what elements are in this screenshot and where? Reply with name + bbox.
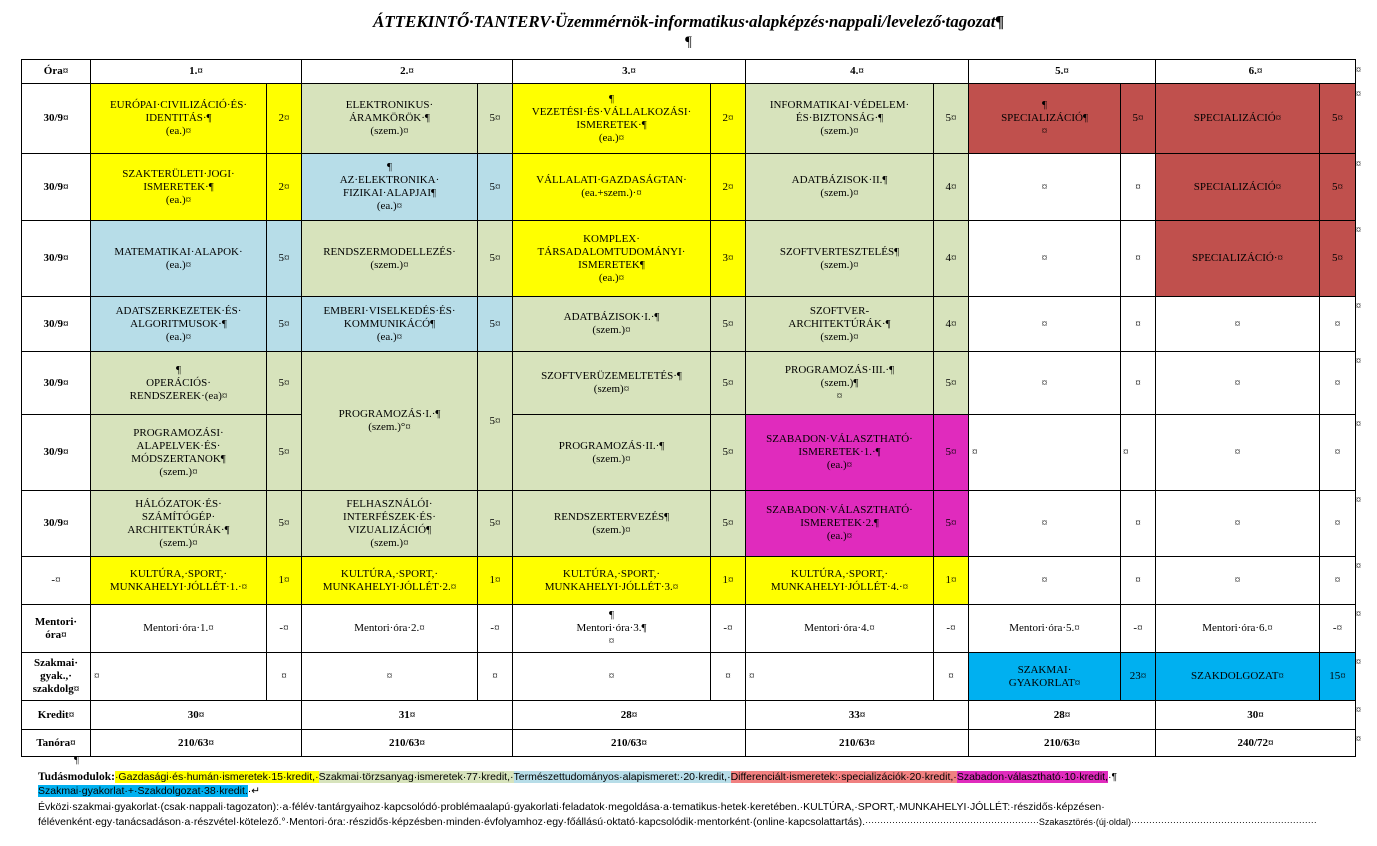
- course-credit: 5¤: [711, 297, 746, 352]
- table-row: [22, 352, 1356, 415]
- class-hours-total: 210/63¤: [91, 730, 302, 757]
- legend-electives: Szabadon·választható·10·kredit,: [956, 771, 1108, 783]
- course-credit: 5¤: [478, 221, 513, 297]
- table-row: [22, 415, 1356, 491]
- table-row: [22, 653, 1356, 701]
- page-title: ÁTTEKINTŐ·TANTERV·Üzemmérnök-informatikus·alapképzés·nappali/levelező·tagozat¶: [372, 12, 1005, 31]
- empty-cell: ¤: [1320, 352, 1356, 415]
- course-electronics-physics: ¶ AZ·ELEKTRONIKA· FIZIKAI·ALAPJAI¶ (ea.)¤: [302, 154, 478, 221]
- course-credit: -¤: [1121, 605, 1156, 653]
- row-hours: 30/9¤: [22, 352, 91, 415]
- empty-cell: ¤: [1320, 297, 1356, 352]
- course-business-economics: VÁLLALATI·GAZDASÁGTAN· (ea.+szem.)·¤: [513, 154, 711, 221]
- note-line: Évközi·szakmai·gyakorlat·(csak·nappali·tagozaton):·a·félév·tantárgyaihoz·kapcsolódó·problémaalapú·gyakorlati·feladatok·megoldása·a·tematikus·hetek·keretében.·KULTÚRA,·SPORT,·MUNKAHELYI·JÓLLÉT:·részidős·képzésen·: [38, 801, 1105, 813]
- empty-cell: ¤: [1320, 557, 1356, 605]
- empty-cell: ¤: [1156, 491, 1320, 557]
- header-semester-5: 5.¤: [969, 60, 1156, 84]
- table-row: [22, 297, 1356, 352]
- row-hours: 30/9¤: [22, 491, 91, 557]
- empty-cell: ¤: [1156, 415, 1320, 491]
- header-row: [22, 60, 1356, 84]
- class-hours-label: Tanóra¤: [22, 730, 91, 757]
- end-of-row-mark: ¤: [1356, 657, 1361, 668]
- row-hours: Mentori· óra¤: [22, 605, 91, 653]
- course-culture-sport-1: KULTÚRA,·SPORT,· MUNKAHELYI·JÓLLÉT·1.·¤: [91, 557, 267, 605]
- course-credit: 5¤: [478, 491, 513, 557]
- course-credit: 5¤: [1320, 84, 1356, 154]
- course-credit: 5¤: [711, 491, 746, 557]
- course-credit: 4¤: [934, 154, 969, 221]
- course-credit: 5¤: [934, 352, 969, 415]
- header-semester-6: 6.¤: [1156, 60, 1356, 84]
- course-credit: 23¤: [1121, 653, 1156, 701]
- course-data-structures: ADATSZERKEZETEK·ÉS· ALGORITMUSOK·¶ (ea.)¤: [91, 297, 267, 352]
- course-credit: 1¤: [711, 557, 746, 605]
- empty-cell: ¤: [1121, 221, 1156, 297]
- header-semester-1: 1.¤: [91, 60, 302, 84]
- course-culture-sport-2: KULTÚRA,·SPORT,· MUNKAHELYI·JÓLLÉT·2.¤: [302, 557, 478, 605]
- empty-cell: ¤: [1156, 352, 1320, 415]
- empty-cell: ¤: [1121, 491, 1156, 557]
- empty-cell: ¤: [969, 221, 1121, 297]
- course-software-testing: SZOFTVERTESZTELÉS¶ (szem.)¤: [746, 221, 934, 297]
- empty-cell: ¤: [267, 653, 302, 701]
- empty-cell: ¤: [1121, 557, 1156, 605]
- note-line: félévenként·egy·tanácsadáson·a·részvétel·kötelező.°·Mentori·óra:·részidős·képzésben·minden·évfolyamhoz·egy·főállású·oktató·kapcsolódik·mentorként·(online·kapcsolattartás).: [38, 816, 866, 828]
- paragraph-mark: ¶: [685, 34, 692, 50]
- course-programming-2: PROGRAMOZÁS·II.·¶ (szem.)¤: [513, 415, 711, 491]
- row-hours: 30/9¤: [22, 221, 91, 297]
- legend-core-professional: Szakmai·törzsanyag·ismeretek·77·kredit,·: [318, 771, 514, 783]
- end-of-row-mark: ¤: [1356, 561, 1361, 572]
- row-hours: 30/9¤: [22, 415, 91, 491]
- course-system-design: RENDSZERTERVEZÉS¶ (szem.)¤: [513, 491, 711, 557]
- course-credit: 5¤: [1320, 154, 1356, 221]
- course-credit: 5¤: [711, 415, 746, 491]
- course-social-sciences: KOMPLEX· TÁRSADALOMTUDOMÁNYI· ISMERETEK¶ (ea.)¤: [513, 221, 711, 297]
- course-credit: 5¤: [267, 415, 302, 491]
- end-of-row-mark: ¤: [1356, 301, 1361, 312]
- course-credit: 2¤: [267, 154, 302, 221]
- legend-label: Tudásmodulok:: [38, 771, 115, 783]
- mentor-hour-6: Mentori·óra·6.¤: [1156, 605, 1320, 653]
- empty-cell: ¤: [1320, 415, 1356, 491]
- empty-cell: ¤: [1121, 154, 1156, 221]
- end-of-row-mark: ¤: [1356, 89, 1361, 100]
- empty-cell: ¤: [1156, 557, 1320, 605]
- mentor-hour-1: Mentori·óra·1.¤: [91, 605, 267, 653]
- course-programming-1: PROGRAMOZÁS·I.·¶ (szem.)°¤: [302, 352, 478, 491]
- section-break: ··························································Szakasztörés·(új·oldal)······························································: [865, 817, 1317, 827]
- course-internship: SZAKMAI· GYAKORLAT¤: [969, 653, 1121, 701]
- row-hours: Szakmai· gyak.,· szakdolg¤: [22, 653, 91, 701]
- course-system-modeling: RENDSZERMODELLEZÉS· (szem.)¤: [302, 221, 478, 297]
- course-it-security: INFORMATIKAI·VÉDELEM· ÉS·BIZTONSÁG·¶ (szem.)¤: [746, 84, 934, 154]
- course-elective-2: SZABADON·VÁLASZTHATÓ· ISMERETEK·2.¶ (ea.)¤: [746, 491, 934, 557]
- footnotes: [38, 800, 1338, 830]
- mentor-hour-4: Mentori·óra·4.¤: [746, 605, 934, 653]
- course-credit: 1¤: [478, 557, 513, 605]
- empty-cell: ¤: [969, 491, 1121, 557]
- empty-cell: ¤: [478, 653, 513, 701]
- course-electronic-circuits: ELEKTRONIKUS· ÁRAMKÖRÖK·¶ (szem.)¤: [302, 84, 478, 154]
- empty-cell: ¤: [302, 653, 478, 701]
- empty-cell: ¤: [746, 653, 934, 701]
- course-culture-sport-3: KULTÚRA,·SPORT,· MUNKAHELYI·JÓLLÉT·3.¤: [513, 557, 711, 605]
- empty-cell: ¤: [969, 557, 1121, 605]
- course-specialization: SPECIALIZÁCIÓ·¤: [1156, 221, 1320, 297]
- credit-total: 28¤: [969, 701, 1156, 730]
- course-credit: -¤: [1320, 605, 1356, 653]
- course-specialization: ¶ SPECIALIZÁCIÓ¶ ¤: [969, 84, 1121, 154]
- header-semester-2: 2.¤: [302, 60, 513, 84]
- empty-cell: ¤: [711, 653, 746, 701]
- row-hours: 30/9¤: [22, 84, 91, 154]
- empty-cell: ¤: [1121, 415, 1156, 491]
- table-row: [22, 221, 1356, 297]
- course-databases-1: ADATBÁZISOK·I.·¶ (szem.)¤: [513, 297, 711, 352]
- course-math-basics: MATEMATIKAI·ALAPOK· (ea.)¤: [91, 221, 267, 297]
- end-of-row-mark: ¤: [1356, 419, 1361, 430]
- course-credit: 5¤: [478, 84, 513, 154]
- course-credit: -¤: [267, 605, 302, 653]
- course-credit: 15¤: [1320, 653, 1356, 701]
- legend-paragraph-mark: ·¶: [1107, 771, 1118, 783]
- curriculum-table: [21, 59, 1356, 757]
- class-hours-total: 210/63¤: [513, 730, 746, 757]
- course-credit: 5¤: [478, 154, 513, 221]
- table-row: [22, 154, 1356, 221]
- credit-total-row: [22, 701, 1356, 730]
- row-hours: 30/9¤: [22, 154, 91, 221]
- course-human-behavior: EMBERI·VISELKEDÉS·ÉS· KOMMUNIKÁCÓ¶ (ea.)¤: [302, 297, 478, 352]
- credit-total: 30¤: [91, 701, 302, 730]
- legend-internship-thesis: Szakmai·gyakorlat·+·Szakdolgozat·38·kredit.: [38, 785, 248, 797]
- row-hours: 30/9¤: [22, 297, 91, 352]
- credit-total: 28¤: [513, 701, 746, 730]
- mentor-hour-2: Mentori·óra·2.¤: [302, 605, 478, 653]
- course-credit: 5¤: [934, 491, 969, 557]
- course-credit: 5¤: [267, 221, 302, 297]
- course-credit: 1¤: [934, 557, 969, 605]
- class-hours-total: 210/63¤: [746, 730, 969, 757]
- course-credit: 1¤: [267, 557, 302, 605]
- course-credit: -¤: [711, 605, 746, 653]
- empty-cell: ¤: [1121, 297, 1156, 352]
- mentor-hour-5: Mentori·óra·5.¤: [969, 605, 1121, 653]
- course-software-operation: SZOFTVERÜZEMELTETÉS·¶ (szem)¤: [513, 352, 711, 415]
- course-software-architectures: SZOFTVER- ARCHITEKTÚRÁK·¶ (szem.)¤: [746, 297, 934, 352]
- mentor-hour-3: ¶ Mentori·óra·3.¶ ¤: [513, 605, 711, 653]
- course-credit: 2¤: [267, 84, 302, 154]
- empty-cell: ¤: [969, 415, 1121, 491]
- course-credit: 3¤: [711, 221, 746, 297]
- table-row: [22, 84, 1356, 154]
- course-credit: 5¤: [1121, 84, 1156, 154]
- header-hours: Óra¤: [22, 60, 91, 84]
- class-hours-total: 210/63¤: [302, 730, 513, 757]
- course-culture-sport-4: KULTÚRA,·SPORT,· MUNKAHELYI·JÓLLÉT·4.·¤: [746, 557, 934, 605]
- table-row: [22, 557, 1356, 605]
- class-hours-row: [22, 730, 1356, 757]
- knowledge-modules-legend: [38, 770, 1358, 798]
- course-programming-principles: PROGRAMOZÁSI· ALAPELVEK·ÉS· MÓDSZERTANOK¶ (szem.)¤: [91, 415, 267, 491]
- course-credit: 5¤: [267, 491, 302, 557]
- course-management: ¶ VEZETÉSI·ÉS·VÁLLALKOZÁSI· ISMERETEK·¶ (ea.)¤: [513, 84, 711, 154]
- course-credit: 5¤: [267, 352, 302, 415]
- empty-cell: ¤: [934, 653, 969, 701]
- class-hours-total: 210/63¤: [969, 730, 1156, 757]
- course-credit: 5¤: [1320, 221, 1356, 297]
- course-credit: 5¤: [934, 84, 969, 154]
- course-databases-2: ADATBÁZISOK·II.¶ (szem.)¤: [746, 154, 934, 221]
- header-semester-3: 3.¤: [513, 60, 746, 84]
- course-credit: 5¤: [478, 297, 513, 352]
- paragraph-mark: ¶: [74, 754, 79, 766]
- empty-cell: ¤: [969, 297, 1121, 352]
- course-european-civilization: EURÓPAI·CIVILIZÁCIÓ·ÉS· IDENTITÁS·¶ (ea.)¤: [91, 84, 267, 154]
- empty-cell: ¤: [1121, 352, 1156, 415]
- header-semester-4: 4.¤: [746, 60, 969, 84]
- legend-specializations: Differenciált·ismeretek:·specializációk·20·kredit,·: [730, 771, 957, 783]
- course-credit: 4¤: [934, 297, 969, 352]
- row-hours: -¤: [22, 557, 91, 605]
- end-of-row-mark: ¤: [1356, 159, 1361, 170]
- end-of-row-mark: ¤: [1356, 225, 1361, 236]
- course-credit: -¤: [934, 605, 969, 653]
- course-credit: 5¤: [267, 297, 302, 352]
- course-thesis: SZAKDOLGOZAT¤: [1156, 653, 1320, 701]
- end-of-row-mark: ¤: [1356, 609, 1361, 620]
- course-credit: 4¤: [934, 221, 969, 297]
- credit-total: 33¤: [746, 701, 969, 730]
- course-user-interfaces: FELHASZNÁLÓI· INTERFÉSZEK·ÉS· VIZUALIZÁCIÓ¶ (szem.)¤: [302, 491, 478, 557]
- course-legal-knowledge: SZAKTERÜLETI·JOGI· ISMERETEK·¶ (ea.)¤: [91, 154, 267, 221]
- course-credit: 5¤: [934, 415, 969, 491]
- empty-cell: ¤: [91, 653, 267, 701]
- end-of-row-mark: ¤: [1356, 65, 1361, 76]
- empty-cell: ¤: [1156, 297, 1320, 352]
- end-of-row-mark: ¤: [1356, 495, 1361, 506]
- line-break-mark: ·↵: [247, 785, 261, 797]
- course-operating-systems: ¶ OPERÁCIÓS· RENDSZEREK·(ea)¤: [91, 352, 267, 415]
- credit-total: 30¤: [1156, 701, 1356, 730]
- course-networks: HÁLÓZATOK·ÉS· SZÁMÍTÓGÉP· ARCHITEKTÚRÁK·¶ (szem.)¤: [91, 491, 267, 557]
- table-row: [22, 491, 1356, 557]
- course-credit: 5¤: [711, 352, 746, 415]
- course-credit: -¤: [478, 605, 513, 653]
- legend-natural-sciences: Természettudományos·alapismeret:·20·kredit,·: [513, 771, 731, 783]
- credit-label: Kredit¤: [22, 701, 91, 730]
- end-of-row-mark: ¤: [1356, 356, 1361, 367]
- empty-cell: ¤: [969, 154, 1121, 221]
- course-credit: 5¤: [478, 352, 513, 491]
- course-programming-3: PROGRAMOZÁS·III.·¶ (szem.)¶ ¤: [746, 352, 934, 415]
- empty-cell: ¤: [513, 653, 711, 701]
- empty-cell: ¤: [969, 352, 1121, 415]
- end-of-row-mark: ¤: [1356, 705, 1361, 716]
- credit-total: 31¤: [302, 701, 513, 730]
- end-of-row-mark: ¤: [1356, 734, 1361, 745]
- course-specialization: SPECIALIZÁCIÓ¤: [1156, 154, 1320, 221]
- course-credit: 2¤: [711, 84, 746, 154]
- course-elective-1: SZABADON·VÁLASZTHATÓ· ISMERETEK·1.·¶ (ea.)¤: [746, 415, 934, 491]
- legend-economics-humanities: ·Gazdasági·és·humán·ismeretek·15·kredit,·: [114, 771, 319, 783]
- course-credit: 2¤: [711, 154, 746, 221]
- empty-cell: ¤: [1320, 491, 1356, 557]
- class-hours-total: 240/72¤: [1156, 730, 1356, 757]
- course-specialization: SPECIALIZÁCIÓ¤: [1156, 84, 1320, 154]
- table-row: [22, 605, 1356, 653]
